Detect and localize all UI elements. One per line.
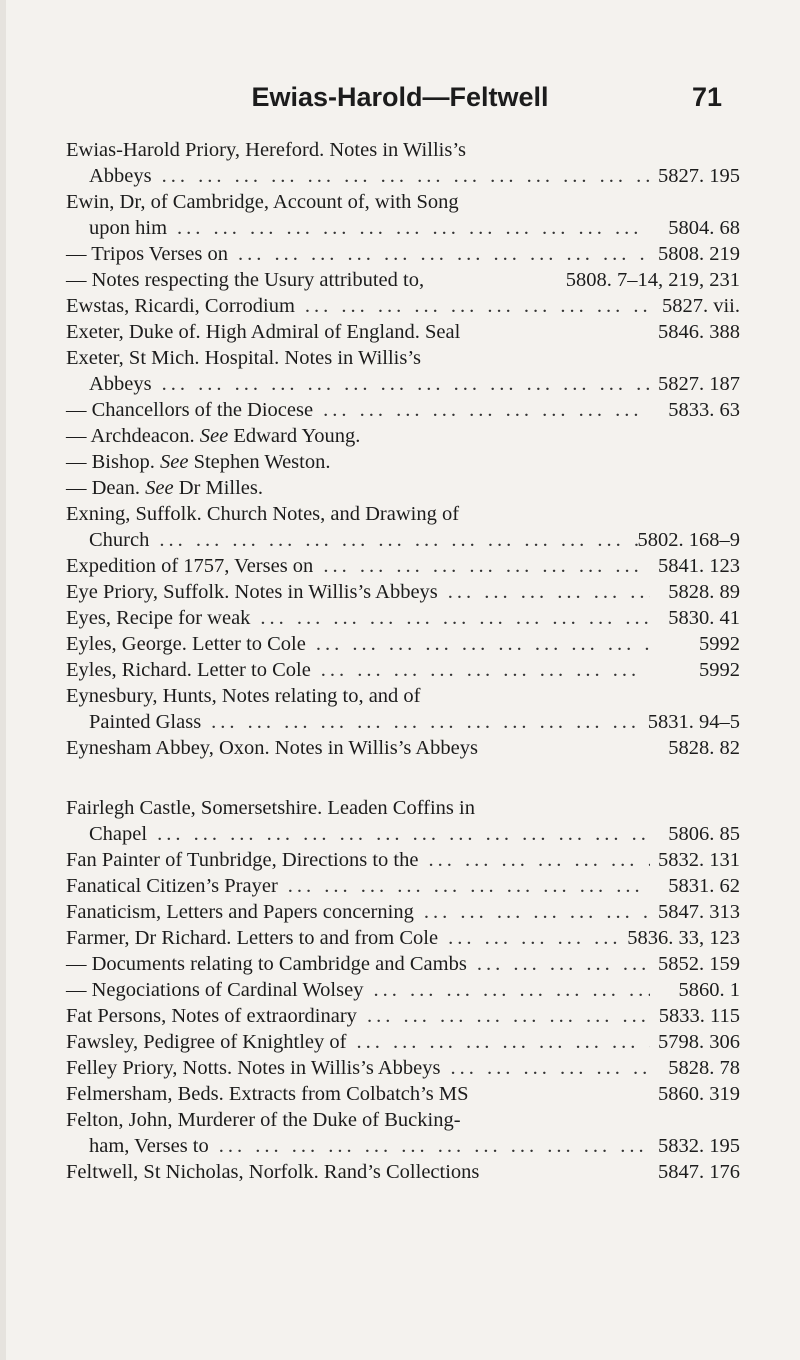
entry-line	[66, 847, 740, 873]
index-entry	[66, 423, 740, 449]
page-reference: 5808. 219	[658, 243, 740, 265]
dot-leader	[147, 821, 650, 847]
index-entry	[66, 267, 740, 293]
dot-leader	[306, 631, 650, 657]
dot-leader	[418, 847, 650, 873]
page-reference: 5806. 85	[668, 823, 740, 845]
page-reference: 5992	[699, 659, 740, 681]
entry-line	[66, 241, 740, 267]
page-reference: 5830. 41	[668, 607, 740, 629]
index-entry	[66, 137, 740, 189]
page-reference: 5828. 82	[668, 737, 740, 759]
entry-text: Felley Priory, Notts. Notes in Willis’s Abbeys	[66, 1057, 441, 1079]
entry-line	[66, 267, 740, 293]
index-entry	[66, 319, 740, 345]
index-entry	[66, 293, 740, 319]
entry-text: Fanatical Citizen’s Prayer	[66, 875, 278, 897]
entry-text: Fan Painter of Tunbridge, Directions to the	[66, 849, 419, 871]
page-reference: 5828. 89	[668, 581, 740, 603]
index-entry	[66, 657, 740, 683]
dot-leader	[363, 977, 650, 1003]
entry-text: Exeter, Duke of. High Admiral of England. Seal	[66, 321, 461, 343]
dot-leader	[167, 215, 650, 241]
entry-line	[66, 977, 740, 1003]
entry-continuation-line	[66, 163, 740, 189]
entry-line	[66, 553, 740, 579]
index-entry	[66, 449, 740, 475]
index-entry	[66, 925, 740, 951]
entry-line	[66, 293, 740, 319]
entry-text: Eynesham Abbey, Oxon. Notes in Willis’s Abbeys	[66, 737, 479, 759]
entry-text: Eye Priory, Suffolk. Notes in Willis’s Abbeys	[66, 581, 438, 603]
page-reference: 5827. 187	[658, 373, 740, 395]
page-reference: 5827. vii.	[661, 295, 740, 317]
entry-text: Painted Glass	[89, 711, 202, 733]
index-entry	[66, 475, 740, 501]
entry-line	[66, 735, 740, 761]
entry-text: Expedition of 1757, Verses on	[66, 555, 314, 577]
entry-line	[66, 631, 740, 657]
entry-text: Felmersham, Beds. Extracts from Colbatch’s MS	[66, 1083, 469, 1105]
entry-text: — Chancellors of the Diocese	[66, 399, 314, 421]
entry-line	[66, 501, 740, 527]
entry-line	[66, 1081, 740, 1107]
entry-line	[66, 579, 740, 605]
index-list	[66, 137, 740, 1185]
dot-leader	[228, 241, 650, 267]
index-entry	[66, 1003, 740, 1029]
page-header	[0, 82, 800, 122]
index-entry	[66, 977, 740, 1003]
page-reference: 5828. 78	[668, 1057, 740, 1079]
entry-line	[66, 1029, 740, 1055]
index-entry	[66, 1159, 740, 1185]
page-number: 71	[691, 82, 722, 112]
index-section-f	[66, 795, 740, 1185]
index-entry	[66, 397, 740, 423]
entry-text: Fairlegh Castle, Somersetshire. Leaden Coffins in	[66, 797, 475, 819]
page-reference: 5860. 319	[658, 1083, 740, 1105]
entry-text: Ewias-Harold Priory, Hereford. Notes in Willis’s	[66, 139, 466, 161]
dot-leader	[438, 925, 627, 951]
index-entry	[66, 631, 740, 657]
entry-text: Chapel	[89, 823, 148, 845]
entry-line	[66, 189, 740, 215]
entry-line	[66, 475, 740, 501]
entry-continuation-line	[66, 709, 740, 735]
page-reference: 5847. 176	[658, 1161, 740, 1183]
entry-line	[66, 873, 740, 899]
entry-text: — Dean. See Dr Milles.	[66, 477, 263, 499]
index-entry	[66, 189, 740, 241]
entry-text: Exning, Suffolk. Church Notes, and Drawing of	[66, 503, 460, 525]
entry-text: Exeter, St Mich. Hospital. Notes in Willis’s	[66, 347, 421, 369]
dot-leader	[152, 163, 650, 189]
entry-line	[66, 795, 740, 821]
index-entry	[66, 899, 740, 925]
index-entry	[66, 683, 740, 735]
page-reference: 5808. 7–14, 219, 231	[565, 269, 740, 291]
dot-leader	[467, 951, 650, 977]
page-reference: 5992	[699, 633, 740, 655]
entry-text: Fanaticism, Letters and Papers concerning	[66, 901, 414, 923]
entry-line	[66, 1003, 740, 1029]
entry-line	[66, 397, 740, 423]
entry-line	[66, 1055, 740, 1081]
entry-text: upon him	[89, 217, 168, 239]
entry-continuation-line	[66, 371, 740, 397]
dot-leader	[311, 657, 650, 683]
entry-text: Felton, John, Murderer of the Duke of Bucking-	[66, 1109, 461, 1131]
dot-leader	[313, 553, 650, 579]
page-reference: 5847. 313	[658, 901, 740, 923]
entry-text: — Bishop. See Stephen Weston.	[66, 451, 331, 473]
index-entry	[66, 579, 740, 605]
index-entry	[66, 951, 740, 977]
entry-text: Fawsley, Pedigree of Knightley of	[66, 1031, 347, 1053]
entry-continuation-line	[66, 821, 740, 847]
index-entry	[66, 1081, 740, 1107]
page-reference: 5832. 195	[658, 1135, 740, 1157]
entry-line	[66, 951, 740, 977]
entry-text: Ewstas, Ricardi, Corrodium	[66, 295, 295, 317]
dot-leader	[209, 1133, 650, 1159]
page-reference: 5798. 306	[658, 1031, 740, 1053]
entry-line	[66, 925, 740, 951]
index-entry	[66, 735, 740, 761]
page-left-edge	[0, 0, 6, 1360]
dot-leader	[278, 873, 650, 899]
dot-leader	[295, 293, 650, 319]
entry-line	[66, 657, 740, 683]
entry-text: Farmer, Dr Richard. Letters to and from Cole	[66, 927, 439, 949]
entry-text: — Documents relating to Cambridge and Cambs	[66, 953, 467, 975]
dot-leader	[152, 371, 650, 397]
entry-line	[66, 423, 740, 449]
dot-leader	[440, 1055, 650, 1081]
entry-text: Feltwell, St Nicholas, Norfolk. Rand’s Collections	[66, 1161, 480, 1183]
entry-text: Fat Persons, Notes of extraordinary	[66, 1005, 357, 1027]
entry-text: Church	[89, 529, 150, 551]
index-entry	[66, 1055, 740, 1081]
entry-text: — Tripos Verses on	[66, 243, 228, 265]
entry-text: Ewin, Dr, of Cambridge, Account of, with Song	[66, 191, 459, 213]
entry-line	[66, 137, 740, 163]
page-reference: 5852. 159	[658, 953, 740, 975]
page-reference: 5846. 388	[658, 321, 740, 343]
page-reference: 5827. 195	[658, 165, 740, 187]
dot-leader	[438, 579, 650, 605]
entry-text: Eyes, Recipe for weak	[66, 607, 251, 629]
index-section-e	[66, 137, 740, 761]
entry-text: Eyles, Richard. Letter to Cole	[66, 659, 311, 681]
index-entry	[66, 873, 740, 899]
dot-leader	[313, 397, 650, 423]
entry-text: Abbeys	[89, 165, 152, 187]
page-reference: 5804. 68	[668, 217, 740, 239]
page-reference: 5802. 168–9	[637, 529, 740, 551]
entry-text: — Negociations of Cardinal Wolsey	[66, 979, 364, 1001]
entry-text: Abbeys	[89, 373, 152, 395]
entry-line	[66, 1159, 740, 1185]
entry-text: Eynesbury, Hunts, Notes relating to, and of	[66, 685, 421, 707]
entry-line	[66, 449, 740, 475]
entry-text: — Archdeacon. See Edward Young.	[66, 425, 361, 447]
dot-leader	[149, 527, 637, 553]
entry-line	[66, 899, 740, 925]
index-entry	[66, 345, 740, 397]
index-entry	[66, 1107, 740, 1159]
dot-leader	[201, 709, 648, 735]
entry-line	[66, 345, 740, 371]
page-reference: 5841. 123	[658, 555, 740, 577]
entry-text: ham, Verses to	[89, 1135, 209, 1157]
index-entry	[66, 847, 740, 873]
entry-line	[66, 605, 740, 631]
dot-leader	[250, 605, 650, 631]
page-reference: 5831. 94–5	[647, 711, 740, 733]
section-gap	[66, 761, 740, 795]
index-entry	[66, 1029, 740, 1055]
entry-line	[66, 683, 740, 709]
dot-leader	[357, 1003, 650, 1029]
page-reference: 5831. 62	[668, 875, 740, 897]
entry-text: — Notes respecting the Usury attributed to,	[66, 269, 425, 291]
running-title: Ewias-Harold—Feltwell	[251, 82, 549, 112]
page-reference: 5832. 131	[658, 849, 740, 871]
dot-leader	[346, 1029, 650, 1055]
page-reference: 5833. 115	[658, 1005, 740, 1027]
entry-continuation-line	[66, 1133, 740, 1159]
entry-line	[66, 1107, 740, 1133]
dot-leader	[414, 899, 650, 925]
index-entry	[66, 795, 740, 847]
entry-line	[66, 319, 740, 345]
entry-continuation-line	[66, 215, 740, 241]
entry-continuation-line	[66, 527, 740, 553]
index-entry	[66, 241, 740, 267]
entry-text: Eyles, George. Letter to Cole	[66, 633, 306, 655]
page-reference: 5860. 1	[678, 979, 740, 1001]
index-entry	[66, 605, 740, 631]
index-entry	[66, 553, 740, 579]
page-reference: 5836. 33, 123	[627, 927, 740, 949]
page-reference: 5833. 63	[668, 399, 740, 421]
index-entry	[66, 501, 740, 553]
